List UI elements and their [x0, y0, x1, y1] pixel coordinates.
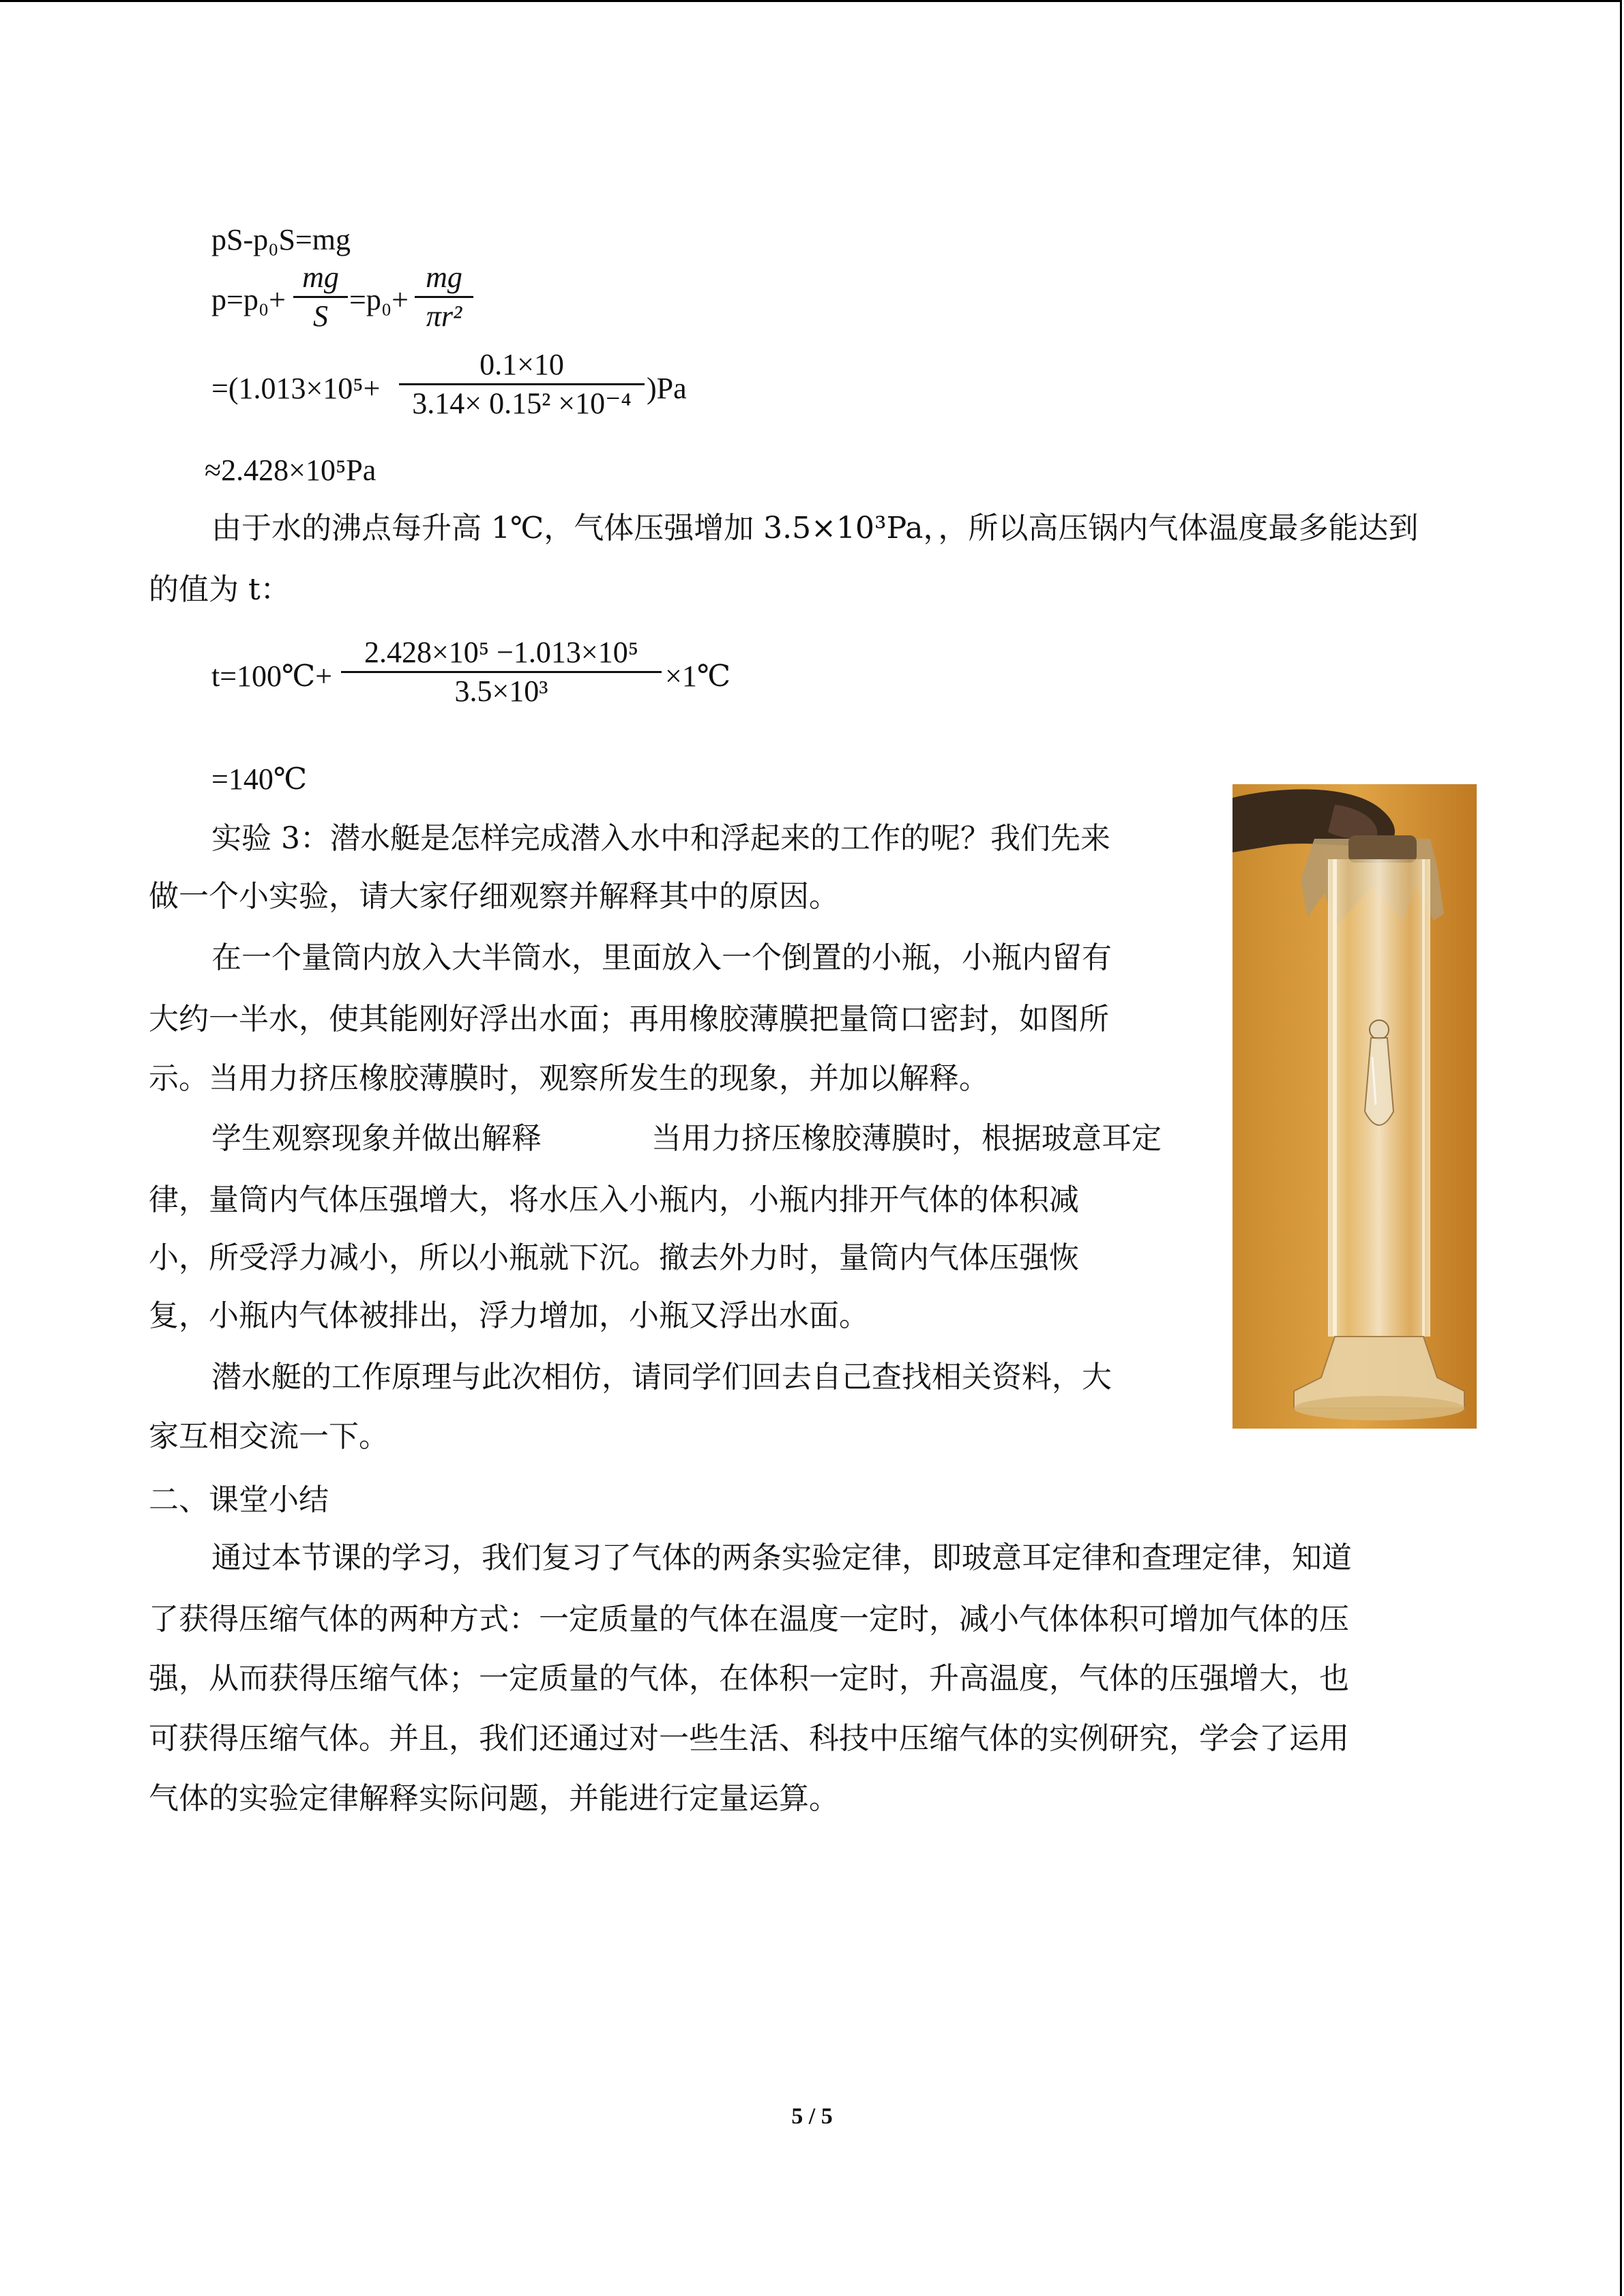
- formula-line-2-start: p=p₀+: [211, 283, 286, 316]
- formula-line-1: pS-p₀S=mg: [211, 223, 351, 256]
- experiment3-p3-lead: 学生观察现象并做出解释: [211, 1121, 542, 1156]
- summary-line-4: 可获得压缩气体。并且，我们还通过对一些生活、科技中压缩气体的实例研究，学会了运用: [149, 1721, 1349, 1756]
- formula-line-2-mid: =p₀+: [349, 283, 409, 316]
- boiling-text-line-1: 由于水的沸点每升高 1℃，气体压强增加 3.5×10³Pa，，所以高压锅内气体温度最多能达到: [211, 511, 1419, 546]
- experiment3-p2-line-2: 大约一半水，使其能刚好浮出水面；再用橡胶薄膜把量筒口密封，如图所: [149, 1002, 1109, 1037]
- experiment3-p2-line-1: 在一个量筒内放入大半筒水，里面放入一个倒置的小瓶，小瓶内留有: [211, 940, 1112, 975]
- experiment3-p3-line-4: 复，小瓶内气体被排出，浮力增加，小瓶又浮出水面。: [149, 1298, 869, 1333]
- cylinder-experiment-photo: [1232, 784, 1477, 1429]
- experiment3-p3-line-3: 小，所受浮力减小，所以小瓶就下沉。撤去外力时，量筒内气体压强恢: [149, 1240, 1079, 1275]
- formula-line-3-start: =(1.013×10⁵+: [211, 372, 381, 405]
- fraction-pressure: [399, 346, 645, 422]
- frac-denominator: 3.14× 0.15² ×10⁻⁴: [399, 383, 645, 422]
- t-formula-start: t=100℃+: [211, 659, 333, 693]
- formula-line-4: ≈2.428×10⁵Pa: [205, 453, 377, 487]
- summary-line-5: 气体的实验定律解释实际问题，并能进行定量运算。: [149, 1781, 839, 1816]
- fraction-mg-over-pir2: [415, 259, 473, 335]
- t-formula-end: ×1℃: [665, 659, 731, 693]
- summary-line-2: 了获得压缩气体的两种方式：一定质量的气体在温度一定时，减小气体体积可增加气体的压: [149, 1602, 1349, 1637]
- t-formula-result: =140℃: [211, 762, 308, 796]
- frac-denominator: S: [293, 296, 348, 335]
- summary-line-1: 通过本节课的学习，我们复习了气体的两条实验定律，即玻意耳定律和查理定律，知道: [211, 1540, 1352, 1575]
- frac-numerator: mg: [302, 260, 339, 294]
- experiment3-p4-line-2: 家互相交流一下。: [149, 1419, 389, 1454]
- frac-numerator: 0.1×10: [479, 348, 564, 381]
- experiment3-p4-line-1: 潜水艇的工作原理与此次相仿，请同学们回去自己查找相关资料，大: [211, 1360, 1112, 1395]
- frac-denominator: 3.5×10³: [341, 671, 662, 710]
- experiment3-p3-line-2: 律，量筒内气体压强增大，将水压入小瓶内，小瓶内排开气体的体积减: [149, 1182, 1079, 1217]
- page-number: 5 / 5: [791, 2104, 833, 2129]
- experiment3-p1-line-2: 做一个小实验，请大家仔细观察并解释其中的原因。: [149, 879, 839, 914]
- formula-line-3-end: )Pa: [647, 372, 687, 405]
- summary-heading: 二、课堂小结: [149, 1482, 329, 1517]
- experiment3-p1-line-1: 实验 3：潜水艇是怎样完成潜入水中和浮起来的工作的呢？我们先来: [211, 821, 1110, 856]
- frac-numerator: 2.428×10⁵ −1.013×10⁵: [364, 636, 639, 669]
- fraction-temperature: [341, 634, 662, 710]
- frac-numerator: mg: [426, 260, 462, 294]
- fraction-mg-over-S: [293, 259, 348, 335]
- frac-denominator: πr²: [415, 296, 473, 335]
- experiment3-p3-line-1: 当用力挤压橡胶薄膜时，根据玻意耳定: [651, 1121, 1162, 1156]
- summary-line-3: 强，从而获得压缩气体；一定质量的气体，在体积一定时，升高温度，气体的压强增大，也: [149, 1661, 1349, 1696]
- boiling-text-line-2: 的值为 t：: [149, 572, 291, 607]
- experiment3-p2-line-3: 示。当用力挤压橡胶薄膜时，观察所发生的现象，并加以解释。: [149, 1061, 989, 1096]
